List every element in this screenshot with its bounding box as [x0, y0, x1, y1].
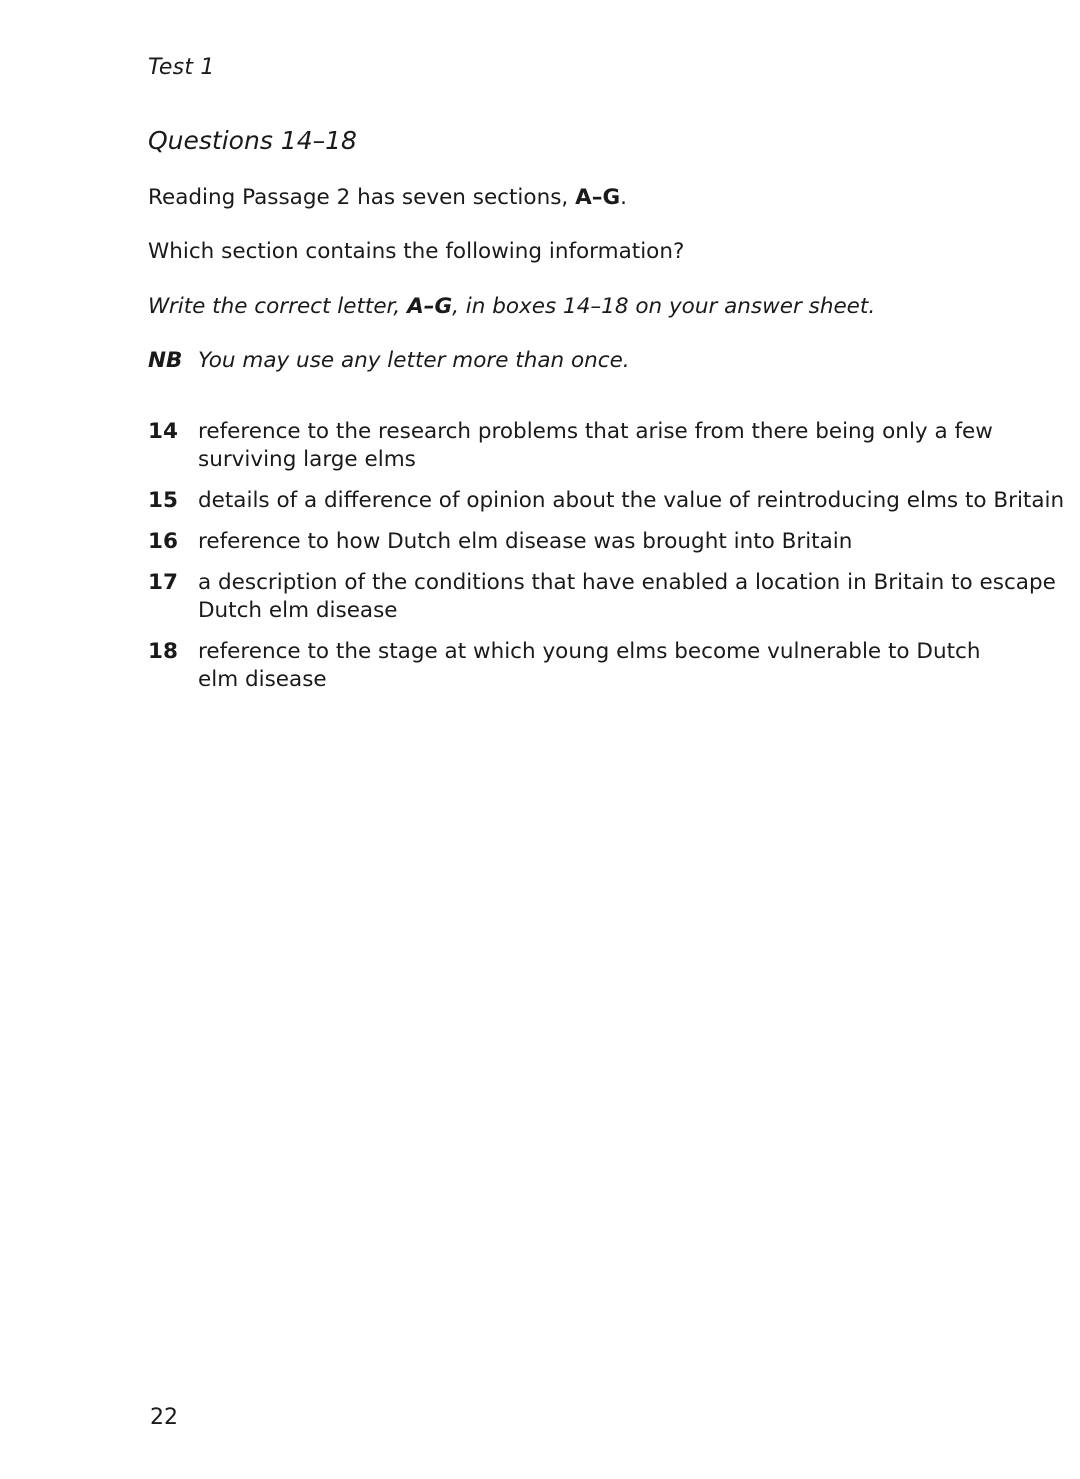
- question-item-16: [148, 528, 1068, 556]
- instruction-question: Which section contains the following information?: [148, 239, 685, 264]
- question-item-14: [148, 418, 1068, 474]
- questions-heading: Questions 14–18: [148, 126, 357, 155]
- question-text-line: reference to the research problems that arise from there being only a few: [198, 419, 993, 444]
- question-number: 16: [148, 529, 178, 554]
- question-item-18: [148, 638, 1068, 694]
- instruction-answer-suffix: , in boxes 14–18 on your answer sheet.: [452, 294, 876, 319]
- question-item-17: [148, 569, 1068, 625]
- question-text-line: elm disease: [198, 667, 327, 692]
- question-number: 17: [148, 570, 178, 595]
- instruction-answer-range: A–G: [407, 294, 453, 319]
- instruction-sections-suffix: .: [620, 185, 627, 210]
- question-text-line: Dutch elm disease: [198, 598, 398, 623]
- question-text: [198, 638, 1068, 694]
- question-text: [198, 487, 1068, 515]
- running-head: Test 1: [148, 55, 215, 80]
- question-text-line: surviving large elms: [198, 447, 416, 472]
- page-number: 22: [150, 1405, 178, 1430]
- question-number: 15: [148, 488, 178, 513]
- question-text-line: reference to the stage at which young elms become vulnerable to Dutch: [198, 639, 981, 664]
- instruction-answer-prefix: Write the correct letter,: [148, 294, 408, 319]
- question-number: 14: [148, 419, 178, 444]
- question-number: 18: [148, 639, 178, 664]
- question-text-line: details of a difference of opinion about the value of reintroducing elms to Britain: [198, 488, 1065, 513]
- instruction-sections-range: A–G: [575, 185, 621, 210]
- nb-label: NB: [148, 348, 183, 373]
- question-text-line: a description of the conditions that have enabled a location in Britain to escape: [198, 570, 1056, 595]
- question-text: [198, 418, 1068, 474]
- question-item-15: [148, 487, 1068, 515]
- nb-text: You may use any letter more than once.: [198, 348, 630, 373]
- nb-note: [148, 347, 630, 375]
- instruction-sections-prefix: Reading Passage 2 has seven sections,: [148, 185, 576, 210]
- question-text: [198, 528, 1068, 556]
- question-text: [198, 569, 1068, 625]
- question-list: [148, 418, 1068, 707]
- question-text-line: reference to how Dutch elm disease was brought into Britain: [198, 529, 853, 554]
- instruction-sections: [148, 184, 627, 212]
- instruction-answer: [148, 293, 875, 321]
